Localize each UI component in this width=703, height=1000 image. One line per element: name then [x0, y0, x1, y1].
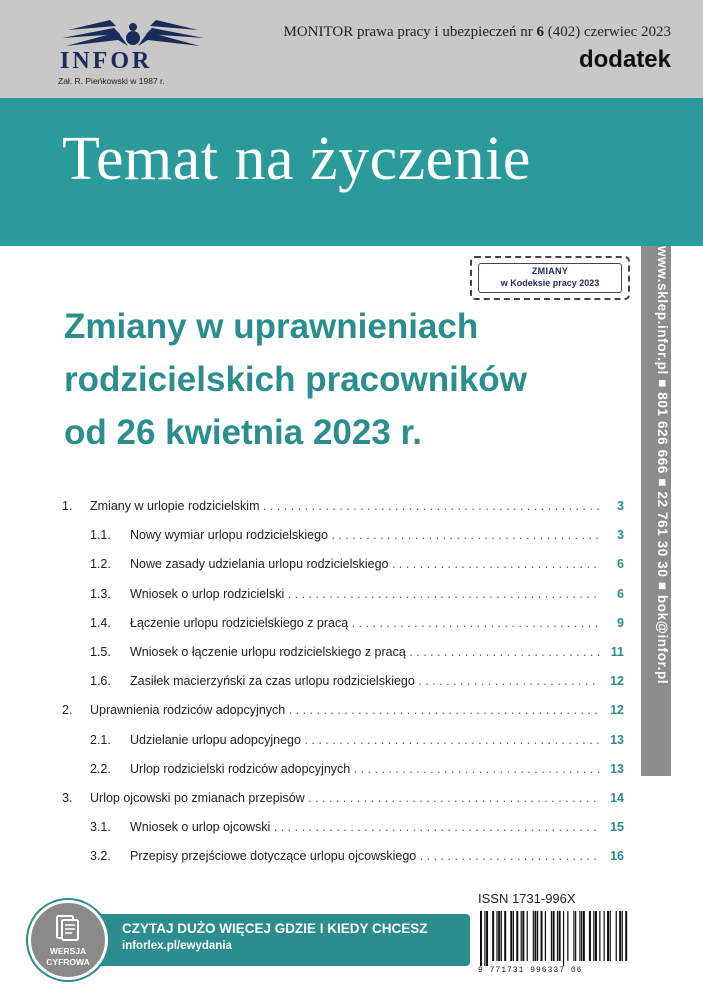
main-title	[64, 300, 624, 459]
toc-entry-label-wrap	[90, 791, 600, 805]
barcode-bar	[527, 911, 528, 961]
tablet-document-icon	[52, 913, 82, 943]
barcode-bar	[567, 911, 568, 961]
barcode-bar	[534, 911, 536, 961]
barcode-bar	[498, 911, 500, 961]
toc-entry-page: 12	[610, 674, 624, 689]
main-title-line-3: od 26 kwietnia 2023 r.	[64, 413, 422, 452]
toc-entry-label: Zasiłek macierzyński za czas urlopu rodzicielskiego . . .	[130, 674, 600, 688]
barcode-bar	[604, 911, 605, 961]
table-of-contents	[62, 493, 630, 872]
barcode-bar	[575, 911, 576, 961]
barcode-bar	[607, 911, 609, 961]
toc-entry-number: 2.1.	[90, 732, 111, 747]
barcode-bar	[619, 911, 621, 961]
badge-line-2: CYFROWA	[46, 957, 90, 967]
publication-line: MONITOR prawa pracy i ubezpieczeń nr 6 (402) czerwiec 2023	[283, 24, 671, 40]
toc-entry[interactable]	[62, 814, 630, 843]
badge-line-1: WERSJA	[49, 946, 87, 956]
toc-entry[interactable]	[62, 756, 630, 785]
barcode-bar	[581, 911, 582, 961]
main-title-line-1: Zmiany w uprawnieniach	[64, 307, 479, 346]
issn-number: ISSN 1731-996X	[478, 891, 576, 906]
toc-entry[interactable]	[62, 522, 630, 551]
toc-entry[interactable]	[62, 551, 630, 580]
barcode-bar	[504, 911, 506, 961]
toc-entry-label: Urlop ojcowski po zmianach przepisów . . .	[90, 791, 600, 805]
barcode-bar	[599, 911, 600, 961]
toc-entry-number: 1.5.	[90, 644, 111, 659]
toc-entry[interactable]	[62, 668, 630, 697]
toc-entry[interactable]	[62, 493, 630, 522]
logo-subtitle: Zał. R. Pieńkowski w 1987 r.	[58, 76, 165, 86]
barcode-bar	[563, 911, 564, 966]
barcode-bar	[516, 911, 518, 961]
toc-entry-number: 1.6.	[90, 674, 111, 689]
contact-text: www.sklep.infor.pl ■ 801 626 666 ■ 22 761 30 30 ■ bok@infor.pl	[655, 246, 670, 685]
barcode-bar	[583, 911, 585, 961]
logo-text: INFOR	[60, 48, 153, 74]
toc-entry-label: Nowe zasady udzielania urlopu rodzicielskiego . . .	[130, 557, 600, 571]
toc-entry-page: 6	[617, 557, 624, 572]
toc-entry-label: Zmiany w urlopie rodzicielskim . . .	[90, 499, 600, 513]
toc-entry-label-wrap	[130, 674, 600, 688]
barcode-bar	[492, 911, 494, 961]
toc-entry-page: 16	[610, 849, 624, 864]
toc-entry-label-wrap	[130, 557, 600, 571]
toc-entry-page: 13	[610, 732, 624, 747]
main-title-line-2: rodzicielskich pracowników	[64, 360, 527, 399]
toc-entry-page: 9	[617, 615, 624, 630]
toc-entry-label: Wniosek o łączenie urlopu rodzicielskiego z pracą . . .	[130, 645, 600, 659]
toc-entry-number: 1.4.	[90, 615, 111, 630]
toc-entry-label-wrap	[130, 528, 600, 542]
toc-entry[interactable]	[62, 727, 630, 756]
toc-entry-label: Uprawnienia rodziców adopcyjnych . . .	[90, 703, 600, 717]
toc-entry[interactable]	[62, 843, 630, 872]
infor-logo	[58, 16, 208, 88]
barcode	[478, 911, 628, 966]
kodeks-stamp	[470, 256, 630, 300]
barcode-bar	[559, 911, 561, 961]
toc-entry-page: 15	[610, 820, 624, 835]
barcode-bar	[589, 911, 591, 961]
eagle-wings-icon	[58, 16, 208, 52]
toc-entry-page: 14	[610, 790, 624, 805]
cta-headline: CZYTAJ DUŻO WIĘCEJ GDZIE I KIEDY CHCESZ	[122, 921, 428, 936]
toc-entry[interactable]	[62, 785, 630, 814]
barcode-bar	[541, 911, 543, 961]
toc-entry-label-wrap	[130, 733, 600, 747]
toc-entry[interactable]	[62, 639, 630, 668]
toc-entry-label-wrap	[130, 820, 600, 834]
barcode-bar	[616, 911, 617, 961]
toc-entry-number: 3.1.	[90, 820, 111, 835]
toc-entry-page: 3	[617, 499, 624, 513]
barcode-bar	[551, 911, 552, 961]
barcode-bar	[622, 911, 623, 961]
toc-entry-label-wrap	[130, 616, 600, 630]
toc-entry-label-wrap	[90, 499, 600, 513]
toc-entry-label: Przepisy przejściowe dotyczące urlopu ojcowskiego . . .	[130, 849, 600, 863]
toc-entry-label: Udzielanie urlopu adopcyjnego . . .	[130, 733, 600, 747]
toc-entry-label: Łączenie urlopu rodzicielskiego z pracą . . .	[130, 616, 600, 630]
toc-entry-page: 12	[610, 703, 624, 718]
barcode-bar	[480, 911, 482, 966]
barcode-bar	[521, 911, 522, 961]
barcode-bar	[501, 911, 502, 961]
barcode-bar	[510, 911, 512, 961]
barcode-bar	[573, 911, 574, 961]
toc-entry-number: 1.2.	[90, 557, 111, 572]
toc-entry-label-wrap	[90, 703, 600, 717]
toc-entry-number: 2.2.	[90, 761, 111, 776]
toc-entry-number: 1.3.	[90, 586, 111, 601]
barcode-digits: 9 771731 996337 06	[478, 966, 583, 975]
toc-entry-page: 13	[610, 761, 624, 776]
toc-entry-label: Nowy wymiar urlopu rodzicielskiego . . .	[130, 528, 600, 542]
toc-entry-label-wrap	[130, 645, 600, 659]
toc-entry-number: 3.	[62, 790, 73, 805]
barcode-bar	[537, 911, 538, 961]
toc-entry[interactable]	[62, 610, 630, 639]
barcode-bar	[522, 911, 524, 961]
toc-entry-label: Wniosek o urlop ojcowski . . .	[130, 820, 600, 834]
barcode-bar	[579, 911, 580, 961]
toc-entry-label-wrap	[130, 587, 600, 601]
barcode-bar	[557, 911, 558, 961]
toc-entry-label: Wniosek o urlop rodzicielski . . .	[130, 587, 600, 601]
toc-entry[interactable]	[62, 581, 630, 610]
toc-entry-page: 6	[617, 586, 624, 601]
toc-entry-number: 3.2.	[90, 849, 111, 864]
toc-entry-number: 2.	[62, 703, 73, 718]
barcode-bar	[496, 911, 497, 961]
cta-link[interactable]: inforlex.pl/ewydania	[122, 940, 232, 952]
issue-number: 6	[536, 24, 544, 40]
barcode-bar	[610, 911, 611, 961]
barcode-bar	[545, 911, 546, 961]
toc-entry-page: 3	[617, 528, 624, 543]
stamp-line-1: ZMIANY	[531, 266, 569, 276]
toc-entry-label: Urlop rodzicielski rodziców adopcyjnych . . .	[130, 762, 600, 776]
stamp-line-2: w Kodeksie pracy 2023	[500, 278, 600, 288]
toc-entry-number: 1.1.	[90, 528, 111, 543]
toc-entry-label-wrap	[130, 849, 600, 863]
supplement-label: dodatek	[578, 46, 671, 73]
barcode-bar	[513, 911, 514, 961]
toc-entry-label-wrap	[130, 762, 600, 776]
barcode-bar	[553, 911, 555, 961]
barcode-bar	[625, 911, 627, 961]
series-title: Temat na życzenie	[62, 125, 531, 193]
barcode-bar	[533, 911, 534, 961]
barcode-bar	[593, 911, 594, 961]
barcode-bar	[595, 911, 597, 961]
barcode-bar	[484, 911, 485, 966]
toc-entry-page: 11	[610, 644, 624, 659]
toc-entry-number: 1.	[62, 499, 73, 513]
barcode-bar	[486, 911, 488, 966]
toc-entry[interactable]	[62, 697, 630, 726]
